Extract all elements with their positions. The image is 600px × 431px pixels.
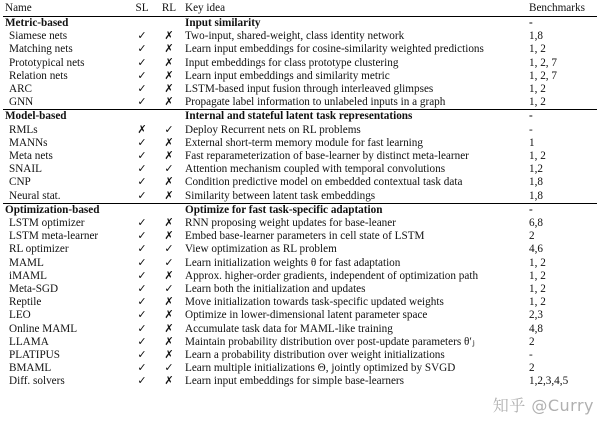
rl-mark: ✗ [164, 335, 174, 348]
key-idea: Two-input, shared-weight, class identity network [185, 30, 405, 43]
sl-mark: ✓ [137, 83, 147, 96]
benchmarks: - [529, 123, 533, 136]
section-title: Metric-based [5, 17, 69, 29]
sl-mark: ✓ [137, 176, 147, 189]
table-row [3, 30, 597, 43]
header-row [3, 1, 597, 17]
sl-mark: ✓ [137, 256, 147, 269]
key-idea: LSTM-based input fusion through interleaved glimpses [185, 83, 434, 96]
key-idea: Deploy Recurrent nets on RL problems [185, 123, 361, 136]
sl-mark: ✓ [137, 230, 147, 243]
section-benchmarks: - [527, 110, 597, 124]
method-name: BMAML [9, 362, 52, 375]
benchmarks: - [529, 349, 533, 362]
key-idea: Attention mechanism coupled with temporal convolutions [185, 163, 446, 176]
rl-mark: ✓ [164, 283, 174, 296]
key-idea: Input embeddings for class prototype clustering [185, 56, 399, 69]
sl-mark: ✓ [137, 150, 147, 163]
key-idea: Learn both the initialization and updates [185, 283, 366, 296]
benchmarks: 6,8 [529, 217, 543, 230]
rl-mark: ✓ [164, 243, 174, 256]
method-name: Prototypical nets [9, 56, 85, 69]
benchmarks: 1, 2 [529, 296, 546, 309]
rl-mark: ✗ [164, 43, 174, 56]
rl-mark: ✓ [164, 256, 174, 269]
sl-mark: ✗ [137, 123, 147, 136]
key-idea: Move initialization towards task-specific updated weights [185, 296, 444, 309]
method-name: iMAML [9, 269, 47, 282]
sl-mark: ✓ [137, 43, 147, 56]
benchmarks: 1, 2 [529, 43, 546, 56]
benchmarks: 1, 2 [529, 256, 546, 269]
section-header-row [3, 17, 597, 31]
table-row [3, 217, 597, 230]
table-row [3, 283, 597, 296]
method-name: MAML [9, 256, 44, 269]
method-name: SNAIL [9, 163, 42, 176]
col-header-benchmarks: Benchmarks [527, 1, 597, 17]
key-idea: Similarity between latent task embeddings [185, 189, 376, 202]
table-row [3, 124, 597, 137]
method-name: LLAMA [9, 335, 49, 348]
benchmarks: 1, 2 [529, 150, 546, 163]
key-idea: Condition predictive model on embedded contextual task data [185, 176, 463, 189]
sl-mark: ✓ [137, 30, 147, 43]
key-idea: Approx. higher-order gradients, independent of optimization path [185, 269, 479, 282]
section-key-idea: Optimize for fast task-specific adaptation [183, 203, 527, 217]
benchmarks: 1,8 [529, 189, 543, 202]
key-idea: External short-term memory module for fast learning [185, 136, 423, 149]
sl-mark: ✓ [137, 269, 147, 282]
benchmarks: 1,2 [529, 163, 543, 176]
sl-mark: ✓ [137, 96, 147, 109]
sl-mark: ✓ [137, 189, 147, 202]
table-row [3, 230, 597, 243]
method-name: Siamese nets [9, 30, 68, 43]
sl-mark: ✓ [137, 56, 147, 69]
section-key-idea: Internal and stateful latent task representations [183, 110, 527, 124]
table-row [3, 70, 597, 83]
table-row [3, 375, 597, 388]
table-row [3, 362, 597, 375]
benchmarks: 1, 2, 7 [529, 56, 557, 69]
method-name: Reptile [9, 296, 42, 309]
rl-mark: ✓ [164, 163, 174, 176]
section-benchmarks: - [527, 203, 597, 217]
key-idea: Learn input embeddings and similarity metric [185, 69, 390, 82]
section-title: Model-based [3, 110, 129, 124]
rl-mark: ✗ [164, 296, 174, 309]
key-idea: Optimize in lower-dimensional latent parameter space [185, 309, 428, 322]
col-header-name: Name [3, 1, 129, 17]
benchmarks: 1 [529, 136, 535, 149]
key-idea: Maintain probability distribution over post-update parameters θ′ⱼ [185, 335, 475, 348]
table-row [3, 270, 597, 283]
table-row [3, 243, 597, 256]
method-name: RL optimizer [9, 243, 69, 256]
section-key-idea: Input similarity [185, 17, 261, 29]
sl-mark: ✓ [137, 349, 147, 362]
table-row [3, 336, 597, 349]
benchmarks: 2 [529, 335, 535, 348]
key-idea: Learn a probability distribution over weight initializations [185, 349, 445, 362]
section-header-row [3, 203, 597, 217]
method-name: Relation nets [9, 69, 68, 82]
table-row [3, 43, 597, 56]
sl-mark: ✓ [137, 217, 147, 230]
benchmarks: 1, 2, 7 [529, 69, 557, 82]
method-name: Meta-SGD [9, 283, 59, 296]
section-sl-blank [129, 17, 155, 31]
table-row [3, 96, 597, 110]
benchmarks: 1, 2 [529, 96, 546, 109]
key-idea: Embed base-learner parameters in cell state of LSTM [185, 230, 425, 243]
rl-mark: ✗ [164, 69, 174, 82]
col-header-key-idea: Key idea [183, 1, 527, 17]
benchmarks: 1, 2 [529, 269, 546, 282]
rl-mark: ✗ [164, 56, 174, 69]
key-idea: Accumulate task data for MAML-like training [185, 322, 393, 335]
benchmarks: 1, 2 [529, 83, 546, 96]
benchmarks: 4,8 [529, 322, 543, 335]
sl-mark: ✓ [137, 322, 147, 335]
rl-mark: ✓ [164, 362, 174, 375]
method-name: PLATIPUS [9, 349, 60, 362]
sl-mark: ✓ [137, 296, 147, 309]
methods-table [3, 1, 597, 389]
key-idea: Fast reparameterization of base-learner by distinct meta-learner [185, 150, 469, 163]
rl-mark: ✗ [164, 217, 174, 230]
benchmarks: 1,2,3,4,5 [529, 375, 569, 388]
rl-mark: ✗ [164, 322, 174, 335]
benchmarks: 1,8 [529, 30, 543, 43]
col-header-sl: SL [129, 1, 155, 17]
rl-mark: ✗ [164, 83, 174, 96]
sl-mark: ✓ [137, 362, 147, 375]
table-row [3, 150, 597, 163]
table-row [3, 57, 597, 70]
sl-mark: ✓ [137, 335, 147, 348]
rl-mark: ✗ [164, 30, 174, 43]
method-name: Neural stat. [9, 189, 61, 202]
col-header-rl: RL [155, 1, 183, 17]
table-row [3, 137, 597, 150]
benchmarks: 2 [529, 230, 535, 243]
table-row [3, 176, 597, 189]
section-benchmarks: - [529, 17, 533, 29]
method-name: CNP [9, 176, 31, 189]
method-name: GNN [9, 96, 34, 109]
rl-mark: ✗ [164, 96, 174, 109]
section-rl-blank [155, 110, 183, 124]
table-row [3, 190, 597, 204]
key-idea: Learn input embeddings for simple base-learners [185, 375, 405, 388]
sl-mark: ✓ [137, 243, 147, 256]
benchmarks: 2 [529, 362, 535, 375]
rl-mark: ✗ [164, 189, 174, 202]
rl-mark: ✗ [164, 375, 174, 388]
method-name: Diff. solvers [9, 375, 65, 388]
sl-mark: ✓ [137, 136, 147, 149]
key-idea: Learn input embeddings for cosine-similarity weighted predictions [185, 43, 484, 56]
key-idea: Propagate label information to unlabeled inputs in a graph [185, 96, 446, 109]
section-sl-blank [129, 203, 155, 217]
benchmarks: 1,8 [529, 176, 543, 189]
table-row [3, 349, 597, 362]
method-name: LEO [9, 309, 31, 322]
key-idea: Learn multiple initializations Θ, jointly optimized by SVGD [185, 362, 456, 375]
table-row [3, 83, 597, 96]
rl-mark: ✗ [164, 309, 174, 322]
method-name: MANNs [9, 136, 48, 149]
benchmarks: 1, 2 [529, 283, 546, 296]
benchmarks: 2,3 [529, 309, 543, 322]
method-name: Meta nets [9, 150, 53, 163]
section-header-row [3, 110, 597, 124]
rl-mark: ✗ [164, 136, 174, 149]
key-idea: Learn initialization weights θ for fast adaptation [185, 256, 401, 269]
section-rl-blank [155, 203, 183, 217]
rl-mark: ✗ [164, 150, 174, 163]
sl-mark: ✓ [137, 309, 147, 322]
rl-mark: ✗ [164, 230, 174, 243]
method-name: Matching nets [9, 43, 73, 56]
sl-mark: ✓ [137, 69, 147, 82]
section-title: Optimization-based [3, 203, 129, 217]
method-name: Online MAML [9, 322, 78, 335]
key-idea: View optimization as RL problem [185, 243, 337, 256]
rl-mark: ✓ [164, 123, 174, 136]
rl-mark: ✗ [164, 269, 174, 282]
sl-mark: ✓ [137, 283, 147, 296]
table-row [3, 296, 597, 309]
method-name: LSTM meta-learner [9, 230, 99, 243]
key-idea: RNN proposing weight updates for base-leaner [185, 217, 396, 230]
section-rl-blank [155, 17, 183, 31]
method-name: ARC [9, 83, 33, 96]
table-row [3, 257, 597, 270]
rl-mark: ✗ [164, 176, 174, 189]
sl-mark: ✓ [137, 375, 147, 388]
table-row [3, 163, 597, 176]
method-name: RMLs [9, 123, 38, 136]
watermark: 知乎 @Curry [492, 396, 594, 415]
table-row [3, 309, 597, 322]
section-sl-blank [129, 110, 155, 124]
benchmarks: 4,6 [529, 243, 543, 256]
method-name: LSTM optimizer [9, 217, 85, 230]
sl-mark: ✓ [137, 163, 147, 176]
table-row [3, 323, 597, 336]
rl-mark: ✗ [164, 349, 174, 362]
